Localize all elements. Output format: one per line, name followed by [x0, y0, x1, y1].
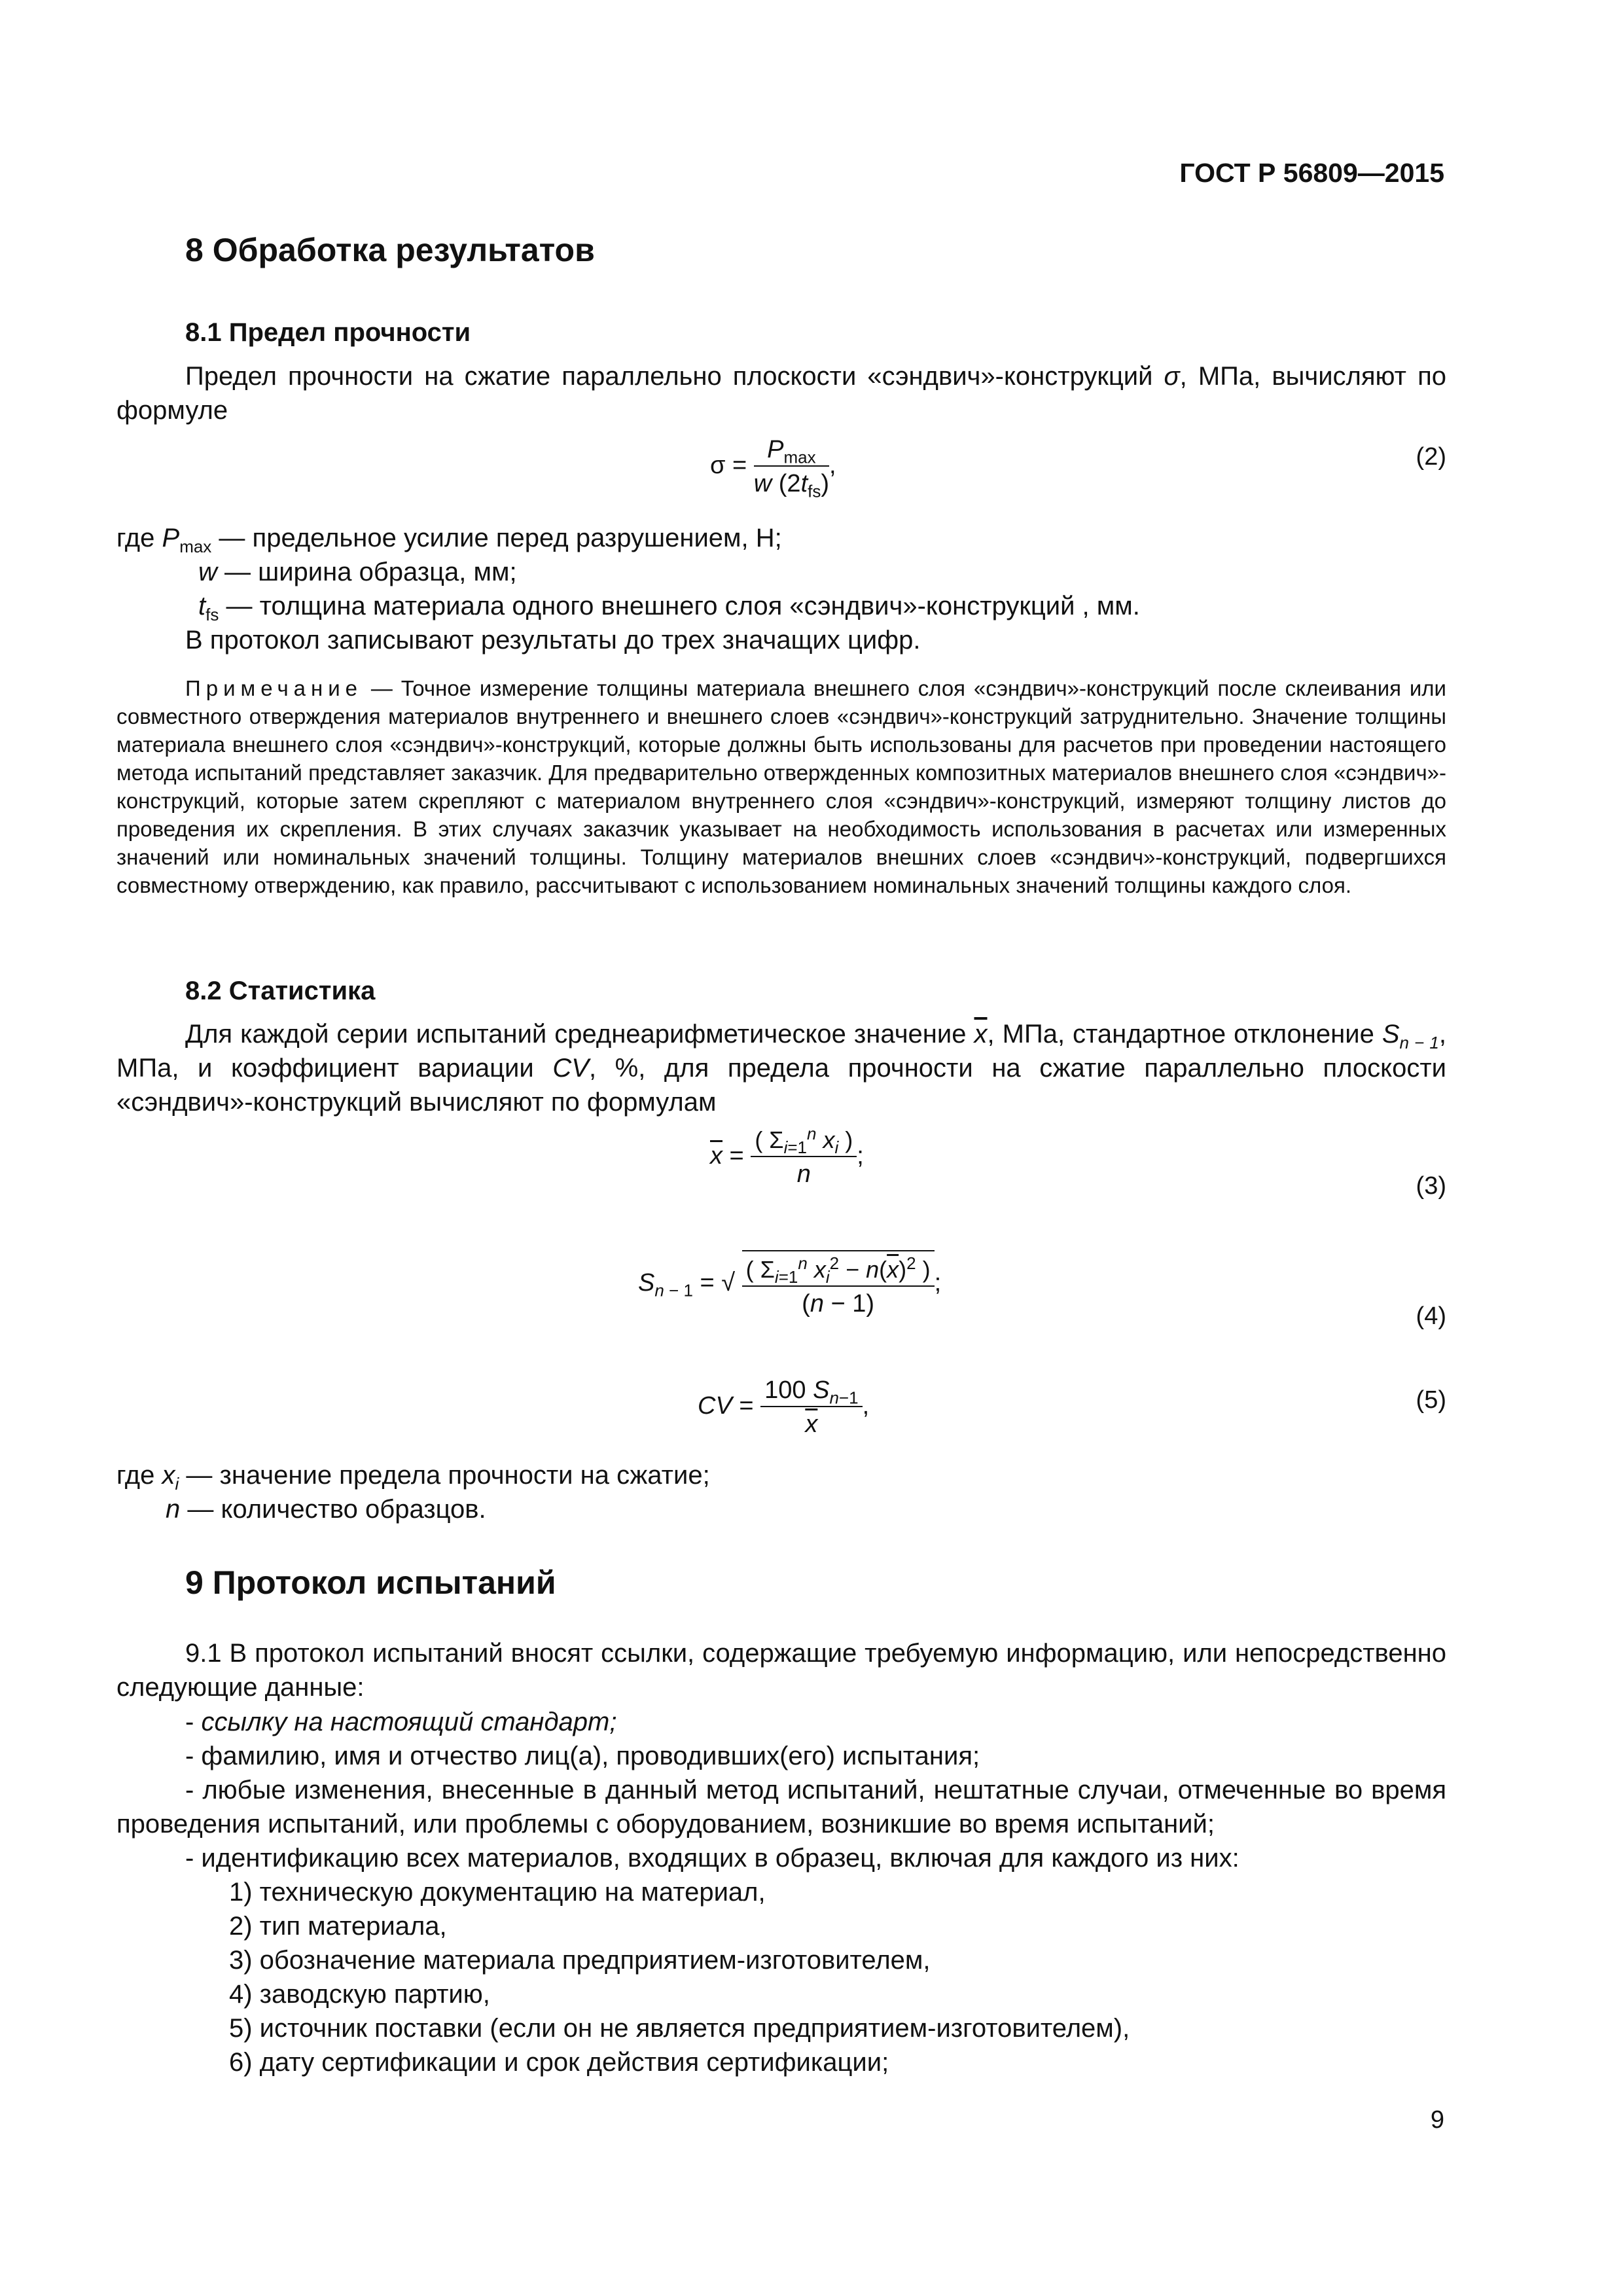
- note-paragraph: Примечание — Точное измерение толщины материала внешнего слоя «сэндвич»-конструкций после склеивания или совместного отверждения материалов внутреннего и внешнего слоев «сэндвич»-конструкций затруднительно. Значение толщины материала внешнего слоя «сэндвич»-конструкций, которые должны быть использованы для расчетов при проведении настоящего метода испытаний представляет заказчик. Для предварительно отвержденных композитных материалов внешнего слоя «сэндвич»-конструкций, которые затем скрепляют с материалом внутреннего слоя «сэндвич»-конструкций, измеряют толщину листов до проведения их скрепления. В этих случаях заказчик указывает на необходимость использования в расчетах или измеренных значений или номинальных значений толщины. Толщину материалов внешних слоев «сэндвич»-конструкций, подвергшихся совместному отверждению, как правило, рассчитывают с использованием номинальных значений толщины каждого слоя.: [116, 676, 1446, 897]
- material-item-5: 5) источник поставки (если он не является предприятием-изготовителем),: [229, 2014, 1130, 2043]
- equation-number-3: (3): [1416, 1172, 1446, 1200]
- equation-number-4: (4): [1416, 1302, 1446, 1330]
- section-8-1-intro: Предел прочности на сжатие параллельно плоскости «сэндвич»-конструкций σ, МПа, вычисляют по формуле: [116, 362, 1446, 425]
- material-item-4: 4) заводскую партию,: [229, 1980, 490, 2009]
- protocol-item-materials: - идентификацию всех материалов, входящих в образец, включая для каждого из них:: [185, 1844, 1240, 1873]
- protocol-item-operators: - фамилию, имя и отчество лиц(а), проводивших(его) испытания;: [185, 1742, 980, 1770]
- note-label: Примечание: [185, 676, 363, 700]
- material-item-6: 6) дату сертификации и срок действия сертификации;: [229, 2048, 889, 2077]
- where-item-pmax: где $P_{max}$ — предельное усилие перед разрушением, Н;: [116, 524, 782, 556]
- section-8-2-title: 8.2 Статистика: [185, 977, 376, 1005]
- section-8-title: 8 Обработка результатов: [185, 232, 595, 268]
- equation-number-5: (5): [1416, 1386, 1446, 1414]
- protocol-item-changes: - любые изменения, внесенные в данный метод испытаний, нештатные случаи, отмеченные во время проведения испытаний, или проблемы с оборудованием, возникшие во время испытаний;: [116, 1776, 1446, 1839]
- formula-5: CV = $\frac{100 S_{n-1}}{x}$ ,: [698, 1376, 870, 1438]
- formula-3: $\overline{x}$ = $\frac{( \Sigma_{i=1}^n x_i )}{n}$ ;: [710, 1124, 864, 1188]
- protocol-item-standard-ref: - ссылку на настоящий стандарт;: [185, 1708, 617, 1736]
- equation-number-2: (2): [1416, 443, 1446, 471]
- material-item-2: 2) тип материала,: [229, 1912, 447, 1941]
- record-precision-text: В протокол записывают результаты до трех значащих цифр.: [185, 626, 921, 655]
- page-number: 9: [1430, 2106, 1444, 2134]
- section-8-1-title: 8.1 Предел прочности: [185, 318, 471, 347]
- section-8-2-intro: Для каждой серии испытаний среднеарифметическое значение $\overline{x}$, МПа, стандартное отклонение $S_{n - 1}$, МПа, и коэффициент вариации CV, %, для предела прочности на сжатие параллельно плоскости «сэндвич»-конструкций вычисляют по формулам: [116, 1020, 1447, 1117]
- where-item-n: n — количество образцов.: [166, 1495, 486, 1524]
- formula-4: $S_{n - 1}$ = √ $\frac{( \Sigma_{i=1}^n x_i^2 - n(\overline{x})^2 )}{(n - 1)}$ ;: [638, 1250, 941, 1318]
- where-item-w: w — ширина образца, мм;: [198, 558, 517, 586]
- formula-2: σ = $\frac{P_{max}}{w (2t_{fs})}$ ,: [710, 436, 836, 501]
- material-item-1: 1) техническую документацию на материал,: [229, 1878, 766, 1907]
- document-code: ГОСТ Р 56809—2015: [1179, 158, 1444, 188]
- material-item-3: 3) обозначение материала предприятием-изготовителем,: [229, 1946, 931, 1975]
- section-9-title: 9 Протокол испытаний: [185, 1564, 556, 1601]
- where-item-xi: где $x_i$ — значение предела прочности на сжатие;: [116, 1461, 710, 1494]
- where-item-tfs: $t_{fs}$ — толщина материала одного внешнего слоя «сэндвич»-конструкций , мм.: [198, 592, 1140, 624]
- section-9-1-paragraph: 9.1 В протокол испытаний вносят ссылки, содержащие требуемую информацию, или непосредственно следующие данные:: [116, 1639, 1446, 1702]
